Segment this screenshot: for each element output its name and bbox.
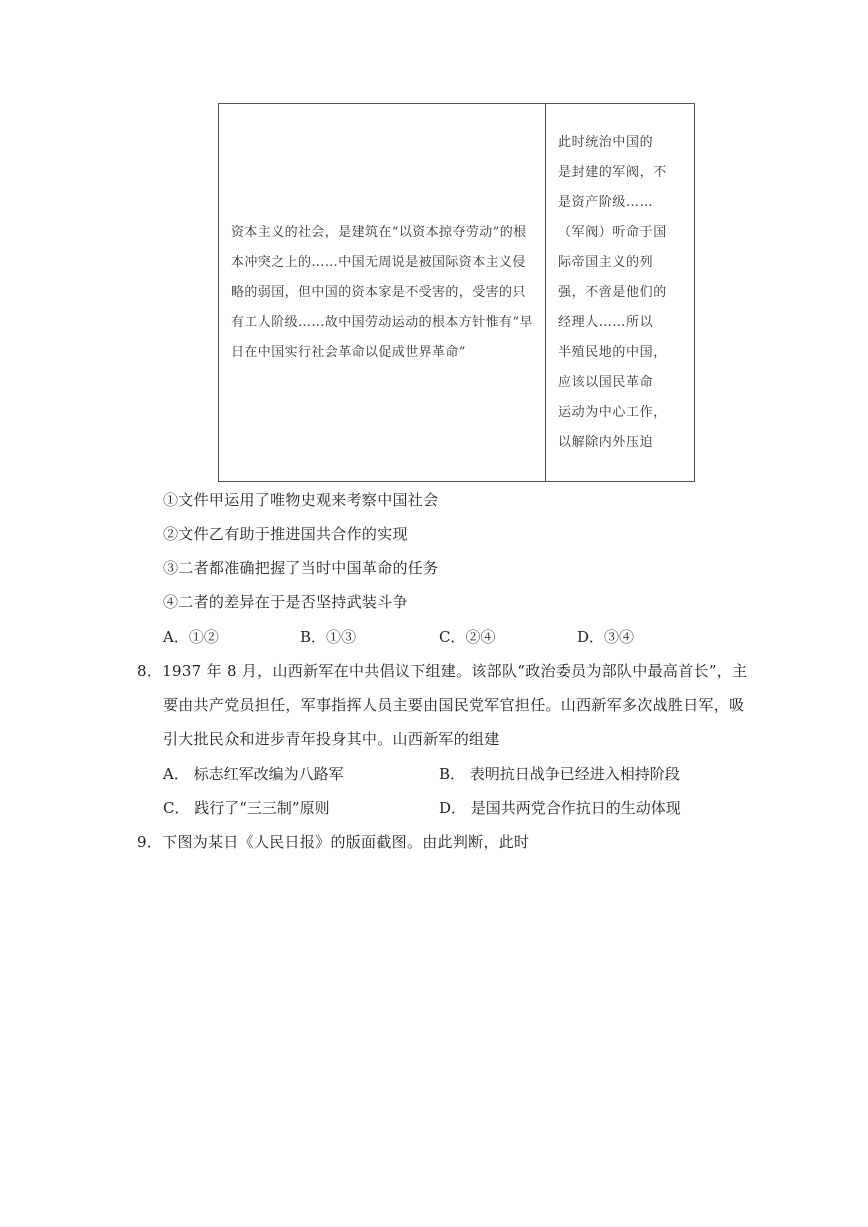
q8-option-a[interactable]: A． 标志红军改编为八路军	[163, 765, 344, 783]
q7-statement-1: ①文件甲运用了唯物史观来考察中国社会	[163, 491, 439, 509]
q8-option-d[interactable]: D． 是国共两党合作抗日的生动体现	[439, 799, 681, 817]
q8-option-b[interactable]: B． 表明抗日战争已经进入相持阶段	[439, 765, 680, 783]
source-cell-jia	[219, 104, 546, 482]
source-text-yi-line: 经理人……所以	[558, 314, 654, 330]
q9-stem-line-1: 9．下图为某日《人民日报》的版面截图。由此判断，此时	[137, 833, 530, 851]
source-text-yi-line: （军阀）听命于国	[558, 224, 667, 240]
source-text-yi	[558, 128, 688, 458]
source-text-jia: 资本主义的社会，是建筑在“以资本掠夺劳动”的根本冲突之上的……中国无周说是被国际资本主义侵略的弱国，但中国的资本家是不受害的，受害的只有工人阶级……故中国劳动运动的根本方针惟有“早日在中国实行社会革命以促成世界革命”	[231, 224, 533, 360]
source-text-yi-line: 以解除内外压迫	[558, 434, 654, 450]
q7-statement-3: ③二者都准确把握了当时中国革命的任务	[163, 559, 439, 577]
q7-option-d[interactable]: D．③④	[577, 628, 635, 646]
source-text-yi-line: 是封建的军阀，不	[558, 164, 667, 180]
source-table	[218, 103, 695, 482]
source-cell-yi	[546, 104, 695, 482]
source-text-yi-line: 半殖民地的中国，	[558, 344, 667, 360]
q8-stem-line-1: 8．1937 年 8 月，山西新军在中共倡议下组建。该部队“政治委员为部队中最高首长”，主	[137, 662, 748, 680]
q7-statement-2: ②文件乙有助于推进国共合作的实现	[163, 525, 408, 543]
source-text-yi-line: 此时统治中国的	[558, 134, 654, 150]
q7-option-c[interactable]: C．②④	[439, 628, 496, 646]
q8-option-c[interactable]: C． 践行了“三三制”原则	[163, 799, 330, 817]
q7-option-b[interactable]: B．①③	[300, 628, 357, 646]
q8-stem-line-2: 要由共产党员担任，军事指挥人员主要由国民党军官担任。山西新军多次战胜日军，吸	[163, 696, 745, 714]
source-text-yi-line: 际帝国主义的列	[558, 254, 654, 270]
source-text-yi-line: 强，不啻是他们的	[558, 284, 667, 300]
q8-stem-line-3: 引大批民众和进步青年投身其中。山西新军的组建	[163, 730, 500, 748]
source-text-yi-line: 是资产阶级……	[558, 194, 654, 210]
source-text-yi-line: 应该以国民革命	[558, 374, 654, 390]
source-text-yi-line: 运动为中心工作，	[558, 404, 667, 420]
q7-option-a[interactable]: A．①②	[163, 628, 219, 646]
q7-statement-4: ④二者的差异在于是否坚持武装斗争	[163, 593, 408, 611]
